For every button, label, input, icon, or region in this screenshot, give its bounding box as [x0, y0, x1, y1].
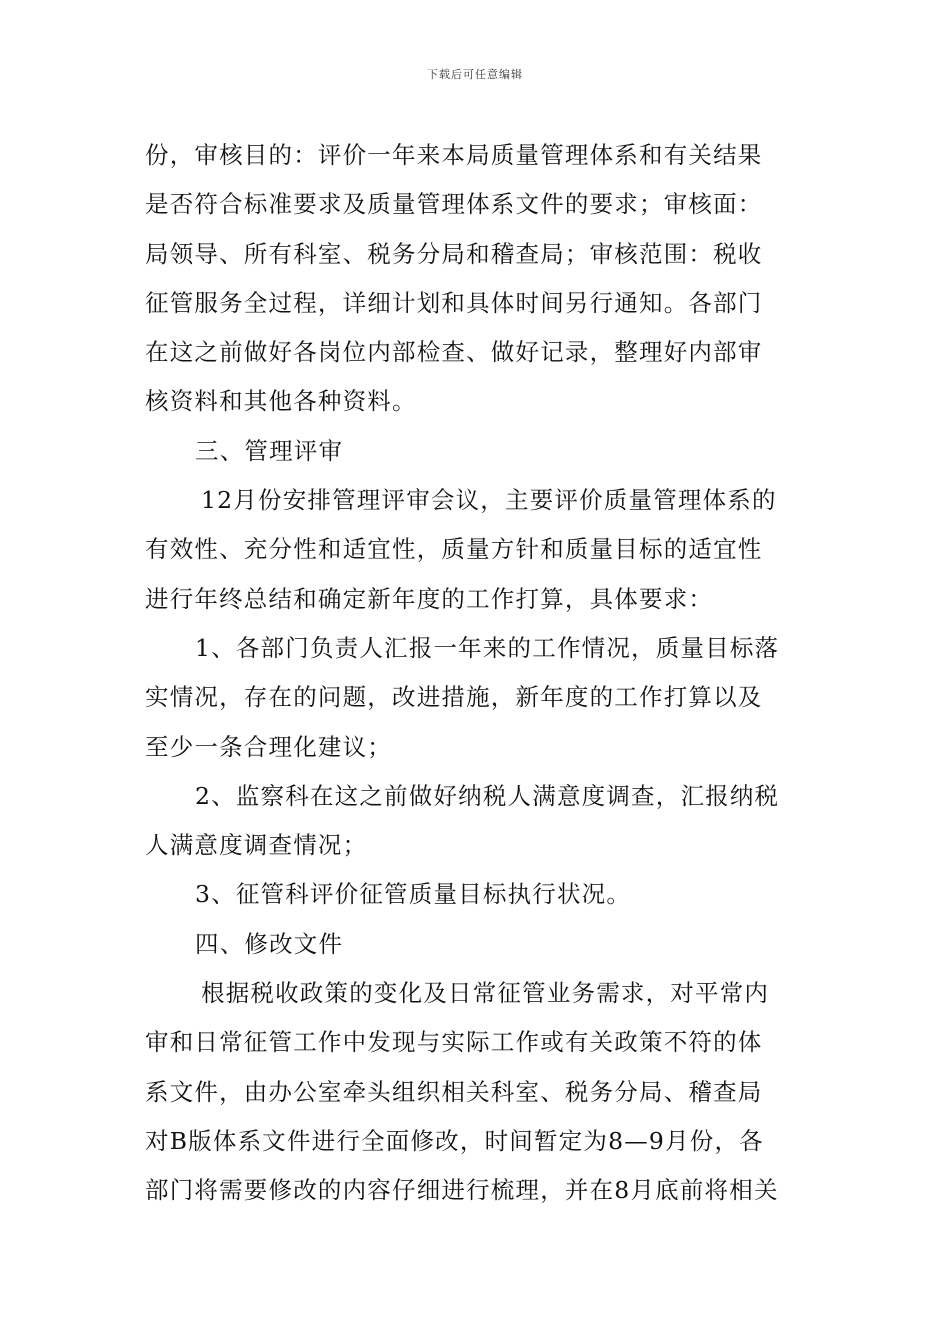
text-line: 部门将需要修改的内容仔细进行梳理，并在8月底前将相关 [145, 1176, 779, 1205]
section-heading: 四、修改文件 [195, 929, 344, 958]
document-body [145, 131, 815, 1216]
text-line: 审和日常征管工作中发现与实际工作或有关政策不符的体 [145, 1028, 763, 1057]
text-line: 局领导、所有科室、税务分局和稽查局；审核范围：税收 [145, 239, 763, 268]
text-line: 核资料和其他各种资料。 [145, 387, 417, 416]
list-item-line: 1、各部门负责人汇报一年来的工作情况，质量目标落 [195, 633, 780, 662]
text-line: 有效性、充分性和适宜性，质量方针和质量目标的适宜性 [145, 535, 763, 564]
section-heading: 三、管理评审 [195, 436, 344, 465]
text-line: 进行年终总结和确定新年度的工作打算，具体要求： [145, 584, 714, 613]
list-item-line: 3、征管科评价征管质量目标执行状况。 [195, 880, 632, 909]
list-item-line: 2、监察科在这之前做好纳税人满意度调查，汇报纳税 [195, 781, 780, 810]
text-line: 12月份安排管理评审会议，主要评价质量管理体系的 [201, 486, 777, 515]
header-note: 下载后可任意编辑 [427, 68, 523, 81]
text-line: 对B版体系文件进行全面修改，时间暂定为8—9月份，各 [145, 1126, 764, 1155]
text-line: 征管服务全过程，详细计划和具体时间另行通知。各部门 [145, 288, 763, 317]
text-line: 份，审核目的：评价一年来本局质量管理体系和有关结果 [145, 141, 763, 169]
text-line: 实情况，存在的问题，改进措施，新年度的工作打算以及 [145, 683, 763, 712]
text-line: 人满意度调查情况； [145, 831, 368, 860]
text-line: 是否符合标准要求及质量管理体系文件的要求；审核面： [145, 190, 763, 219]
text-line: 至少一条合理化建议； [145, 732, 392, 761]
text-line: 系文件，由办公室牵头组织相关科室、税务分局、稽查局 [145, 1077, 763, 1106]
text-line: 根据税收政策的变化及日常征管业务需求，对平常内 [201, 979, 770, 1008]
text-line: 在这之前做好各岗位内部检查、做好记录，整理好内部审 [145, 338, 763, 367]
